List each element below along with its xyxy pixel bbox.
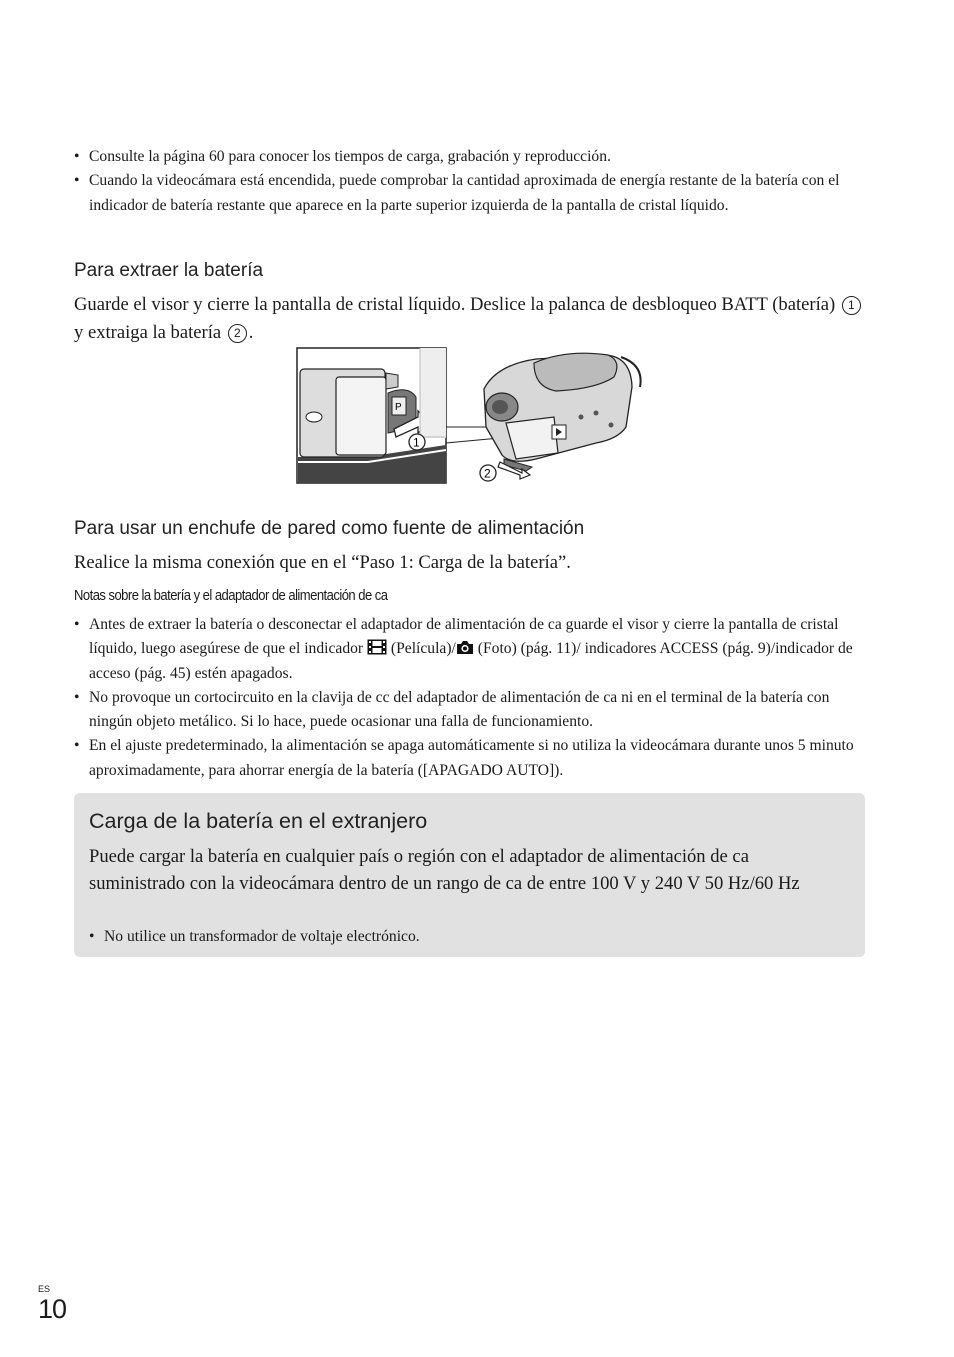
svg-text:P: P [395, 402, 402, 413]
camera-icon [456, 640, 474, 655]
intro-bullet-charge-times: • Consulte la página 60 para conocer los tiempos de carga, grabación y reproducción. [74, 145, 864, 169]
charging-abroad-text: Puede cargar la batería en cualquier país o región con el adaptador de alimentación de ca suministrado con la videocámara dentro de un rango de ca de entre 100 V y 240 V 50 Hz/60 Hz [89, 846, 800, 895]
notes-b1-part-b: (Película)/ [390, 640, 456, 658]
charging-abroad-bullet-list [89, 925, 849, 949]
step-2-marker: 2 [228, 324, 247, 343]
page-language-code: ES [38, 1284, 51, 1294]
notes-b1-part-c: (Foto) (pág. 11)/ indicadores ACCESS (pág. 9)/indicador de acceso (pág. 45) estén apagados. [89, 640, 853, 682]
wall-outlet-text: Realice la misma conexión que en el “Paso 1: Carga de la batería”. [74, 552, 571, 573]
notes-bullet-before-removal [74, 613, 866, 686]
wall-outlet-heading: Para usar un enchufe de pared como fuente de alimentación [74, 518, 585, 539]
notes-bullet-list [74, 613, 866, 783]
illustration-label-2: 2 [484, 466, 491, 481]
remove-text-3: . [248, 322, 254, 343]
notes-bullet-short-circuit: • No provoque un cortocircuito en la clavija de cc del adaptador de alimentación de ca ni en el terminal de la batería con ningún objeto metálico. Si lo hace, puede ocasionar una falla de funcionamiento. [74, 686, 866, 735]
intro-bullet-list [74, 145, 864, 218]
notes-b1-part-a: Antes de extraer la batería o desconectar el adaptador de alimentación de ca guarde el visor y cierre la pantalla de cristal líquido, luego asegúrese de que el indicador [89, 616, 839, 658]
remove-text-1: Guarde el visor y cierre la pantalla de cristal líquido. Deslice la palanca de desbloqueo BATT (batería) [74, 294, 836, 315]
notes-bullet-auto-off: • En el ajuste predeterminado, la alimentación se apaga automáticamente si no utiliza la videocámara durante unos 5 minuto aproximadamente, para ahorrar energía de la batería ([APAGADO AUTO]). [74, 734, 866, 783]
remove-text-2: y extraiga la batería [74, 322, 222, 343]
charging-abroad-heading: Carga de la batería en el extranjero [89, 809, 428, 833]
remove-battery-heading: Para extraer la batería [74, 260, 264, 281]
page-number: 10 [38, 1294, 67, 1324]
intro-bullet-battery-indicator: • Cuando la videocámara está encendida, puede comprobar la cantidad aproximada de energía restante de la batería con el indicador de batería restante que aparece en la parte superior izquierda de la pantalla de cristal líquido. [74, 169, 864, 218]
remove-battery-text [74, 291, 864, 347]
notes-heading: Notas sobre la batería y el adaptador de alimentación de ca [74, 588, 388, 604]
charging-abroad-bullet: • No utilice un transformador de voltaje electrónico. [89, 925, 849, 949]
step-1-marker: 1 [842, 296, 861, 315]
illustration-label-1: 1 [413, 435, 420, 450]
battery-removal-illustration [296, 347, 648, 485]
movie-icon [367, 639, 387, 655]
